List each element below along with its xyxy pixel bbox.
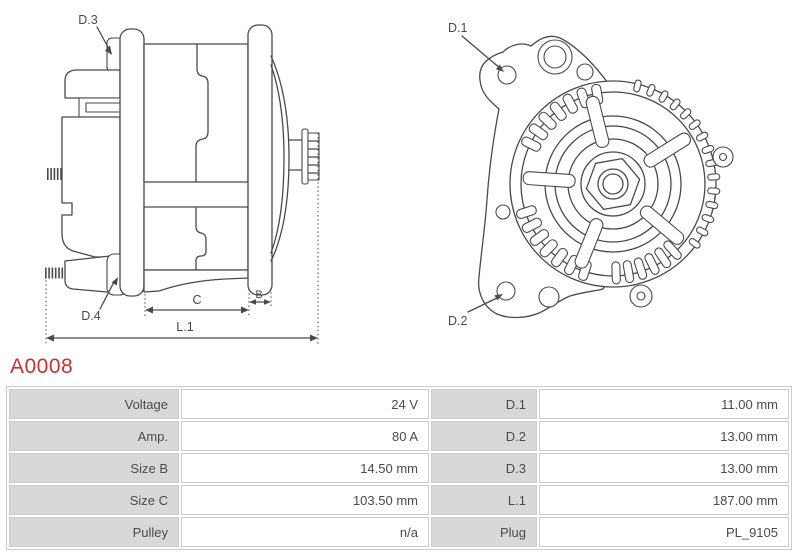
upper-boss-hole <box>544 46 566 68</box>
dim-label-l1: L.1 <box>176 320 194 334</box>
dim-label-c: C <box>192 293 202 307</box>
d3-value-cell: 13.00 mm <box>539 453 789 483</box>
spec-row-size-b <box>9 453 789 483</box>
d2-label-cell: D.2 <box>431 421 537 451</box>
callout-d3 <box>78 13 112 55</box>
front-bell-inner <box>271 65 284 253</box>
l1-value-cell: 187.00 mm <box>539 485 789 515</box>
rear-cap <box>65 70 120 98</box>
amp-value-cell: 80 A <box>181 421 429 451</box>
spec-row-amp <box>9 421 789 451</box>
plug-value-cell: PL_9105 <box>539 517 789 547</box>
d1-value-cell: 11.00 mm <box>539 389 789 419</box>
size-c-value-cell: 103.50 mm <box>181 485 429 515</box>
dim-label-d1: D.1 <box>448 21 468 35</box>
amp-label-cell: Amp. <box>9 421 179 451</box>
rear-housing <box>62 117 120 257</box>
dim-label-d4: D.4 <box>81 309 101 323</box>
spec-row-voltage <box>9 389 789 419</box>
mounting-foot <box>144 270 248 292</box>
dimension-c <box>145 289 249 316</box>
bottom-tab-hole <box>637 292 645 300</box>
rear-bracket-bar <box>120 29 144 296</box>
pulley-value-cell: n/a <box>181 517 429 547</box>
d2-value-cell: 13.00 mm <box>539 421 789 451</box>
alternator-front-view-drawing <box>448 21 733 328</box>
pulley-label-cell: Pulley <box>9 517 179 547</box>
dim-label-d2: D.2 <box>448 314 468 328</box>
right-tab-hole <box>720 154 727 161</box>
callout-d1 <box>448 21 504 72</box>
voltage-value-cell: 24 V <box>181 389 429 419</box>
spec-row-pulley <box>9 517 789 547</box>
d3-label-cell: D.3 <box>431 453 537 483</box>
alternator-side-view-drawing <box>45 13 319 344</box>
dim-label-b: B <box>255 289 263 301</box>
front-bracket-bar <box>248 25 272 295</box>
upper-small-hole <box>577 64 593 80</box>
dim-label-d3: D.3 <box>78 13 98 27</box>
front-bell-outer <box>271 56 289 261</box>
pulley-flange <box>302 129 308 184</box>
part-number: A0008 <box>10 355 74 378</box>
lower-small-hole <box>539 287 559 307</box>
plug-label-cell: Plug <box>431 517 537 547</box>
voltage-label-cell: Voltage <box>9 389 179 419</box>
size-b-value-cell: 14.50 mm <box>181 453 429 483</box>
size-c-label-cell: Size C <box>9 485 179 515</box>
spec-row-size-c <box>9 485 789 515</box>
spec-table <box>6 386 792 550</box>
d1-label-cell: D.1 <box>431 389 537 419</box>
bottom-lug <box>65 256 110 292</box>
l1-label-cell: L.1 <box>431 485 537 515</box>
mid-left-hole <box>496 205 510 219</box>
size-b-label-cell: Size B <box>9 453 179 483</box>
